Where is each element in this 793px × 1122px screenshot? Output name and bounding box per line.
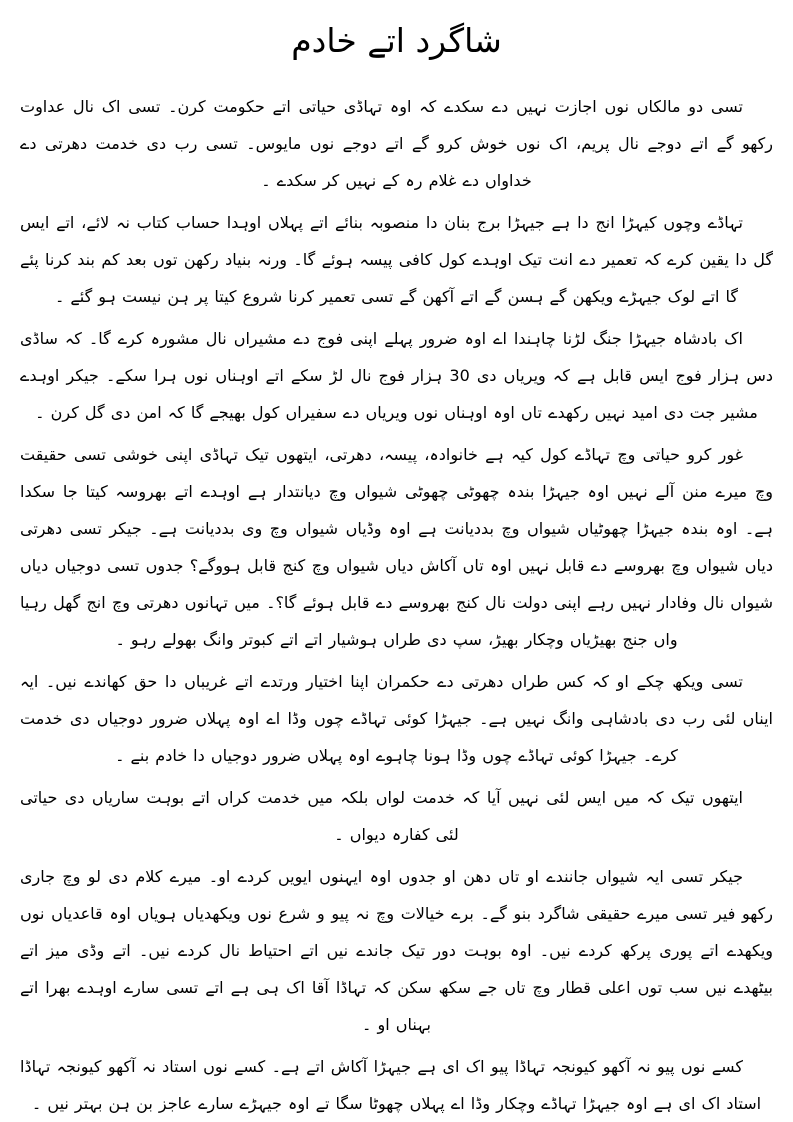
paragraph-two-masters: تسی دو مالکاں نوں اجازت نہیں دے سکدے کہ اوہ تہاڈی حیاتی اتے حکومت کرن۔ تسی اک نال عداوت رکھو گے اتے دوجے نال پریم، اک نوں خوش کرو گے اتے دوجے نوں مایوس۔ تسی رب دی خدمت دھرتی دے خداواں دے غلام رہ کے نہیں کر سکدے ۔	[20, 97, 773, 191]
document-body	[20, 88, 773, 1122]
paragraph-came-to-serve: ایتھوں تیک کہ میں ایس لئی نہیں آیا کہ خدمت لواں بلکہ میں خدمت کراں اتے بوہت ساریاں دی حیاتی لئی کفارہ دیواں ۔	[20, 788, 743, 845]
paragraph-king-at-war: اک بادشاہ جیہڑا جنگ لڑنا چاہندا اے اوہ ضرور پہلے اپنی فوج دے مشیراں نال مشورہ کرے گا۔ کہ ساڈی دس ہزار فوج ایس قابل ہے کہ ویریاں دی 30 ہزار فوج نال لڑ سکے اتے اوہناں نوں ہرا سکے۔ جیکر اوہدے مشیر جت دی امید نہیں رکھدے تاں اوہ اوہناں نوں ویریاں دے سفیراں کول بھیجے گا کہ امن دی گل کرن ۔	[20, 329, 773, 423]
paragraph-one-father-one-teacher: کسے نوں پیو نہ آکھو کیونجہ تہاڈا پیو اک ای ہے جیہڑا آکاش اتے ہے۔ کسے نوں استاد نہ آکھو کیونجہ تہاڈا استاد اک ای ہے اوہ جیہڑا تہاڈے وچکار وڈا اے پہلاں چھوٹا سگا تے اوہ جیہڑے سارے عاجز بن ہن بہتر نیں ۔	[20, 1057, 762, 1114]
paragraph-faithful-in-little: غور کرو حیاتی وچ تہاڈے کول کیہ ہے خانوادہ، پیسہ، دھرتی، ایتھوں تیک تہاڈی اپنی خوشی تسی حقیقت وچ میرے منن آلے نہیں اوہ جیہڑا بندہ چھوٹی چھوٹی شیواں وچ دیانتدار ہے اوہدے اتے بھروسہ کیتا جا سکدا ہے۔ اوہ بندہ جیہڑا چھوٹیاں شیواں وچ بددیانت ہے اوہ وڈیاں شیواں وچ وی بددیانت ہے۔ جیکر تسی دھرتی دیاں شیواں وچ بھروسے دے قابل نہیں اوہ تاں آکاش دیاں شیواں وچ کنج قابل ہووگے؟ جدوں تسی دوجیاں دیاں شیواں نال وفادار نہیں رہے اپنی دولت نال کنج بھروسے دے قابل ہوئے گا؟۔ میں تہانوں دھرتی وچ انج گھل رہیا واں جنج بھیڑیاں وچکار بھیڑ، سپ دی طراں ہوشیار اتے اتے کبوتر وانگ بھولے رہو ۔	[20, 445, 773, 650]
page-title: شاگرد اتے خادم	[291, 21, 502, 60]
paragraph-true-disciples: جیکر تسی ایہ شیواں جانندے او تاں دھن او جدوں اوہ ایہنوں ایویں کردے او۔ میرے کلام دی لو وچ جاری رکھو فیر تسی میرے حقیقی شاگرد بنو گے۔ برے خیالات وچ نہ پیو و شرع نوں ویکھدیاں ہویاں اوہ قاعدیاں نوں ویکھدے اتے پوری پرکھ کردے نیں۔ اوہ بوہت دور تیک جاندے نیں اتے احتیاط نال کردے نیں۔ اتے وڈی میز اتے بیٹھدے نیں سب توں اعلی قطار وچ تاں جے سکھ سکن کہ تہاڈا آقا اک ہی ہے اتے تسی سارے اوہدے بھرا اتے بہناں او ۔	[20, 867, 774, 1035]
paragraph-tower-builder: تہاڈے وچوں کیہڑا انج دا ہے جیہڑا برج بنان دا منصوبہ بنائے اتے پہلاں اوہدا حساب کتاب نہ لائے، اتے ایس گل دا یقین کرے کہ تعمیر دے انت تیک اوہدے کول کافی پیسہ ہوئے گا۔ ورنہ بنیاد رکھن توں بعد کم بند کرنا پئے گا اتے لوک جیہڑے ویکھن گے ہسن گے اتے آکھن گے تسی تعمیر کرنا شروع کیتا پر ہن نیست ہو گئے ۔	[20, 213, 773, 307]
paragraph-rulers-and-servants: تسی ویکھ چکے او کہ کس طراں دھرتی دے حکمران اپنا اختیار ورتدے اتے غریباں دا حق کھاندے نیں۔ ایہ ایناں لئی رب دی بادشاہی وانگ نہیں ہے۔ جیہڑا کوئی تہاڈے چوں وڈا اے اوہ پہلاں ضرور دوجیاں دی خدمت کرے۔ جیہڑا کوئی تہاڈے چوں وڈا ہونا چاہوے اوہ پہلاں ضرور دوجیاں دا خادم بنے ۔	[20, 672, 773, 766]
